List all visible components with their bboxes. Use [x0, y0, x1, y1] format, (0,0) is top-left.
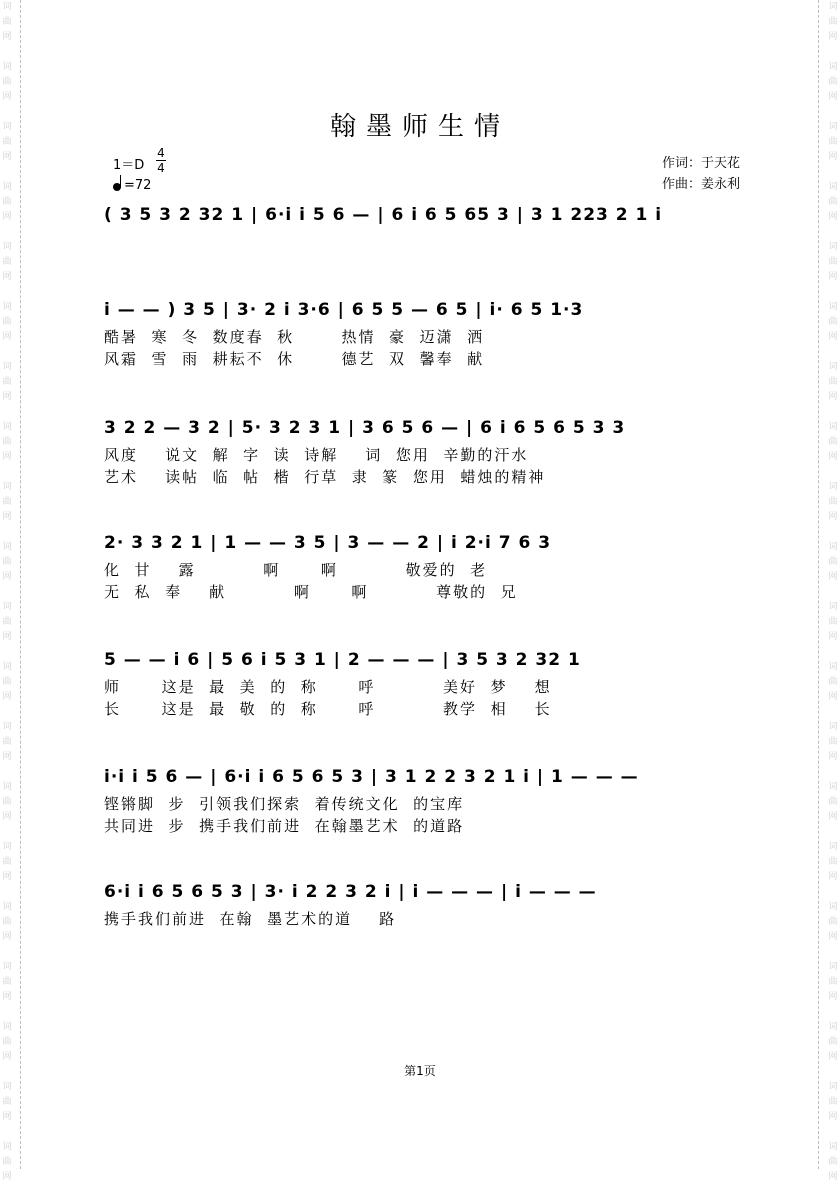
- lyric-line-4-verse-2: 无 私 奉 献 啊 啊 尊敬的 兄: [104, 583, 518, 601]
- tempo-value: =72: [124, 178, 152, 193]
- watermark-text: 词 曲 网: [828, 722, 838, 762]
- lyric-line-5-verse-1: 师 这是 最 美 的 称 呼 美好 梦 想: [104, 678, 552, 696]
- watermark-text: 词 曲 网: [2, 1082, 12, 1122]
- watermark-text: 词 曲 网: [2, 542, 12, 582]
- watermark-text: 词 曲 网: [828, 482, 838, 522]
- watermark-text: 词 曲 网: [828, 182, 838, 222]
- watermark-text: 词 曲 网: [828, 422, 838, 462]
- watermark-text: 词 曲 网: [2, 482, 12, 522]
- lyric-line-5-verse-2: 长 这是 最 敬 的 称 呼 教学 相 长: [104, 700, 552, 718]
- right-watermark-column: [826, 0, 840, 1182]
- watermark-text: 词 曲 网: [2, 122, 12, 162]
- watermark-text: 词 曲 网: [828, 902, 838, 942]
- lyricist-credit: 作词：于天花: [662, 156, 741, 171]
- notes-line-4: 2· 3 3 2 1 | 1 — — 3 5 | 3 — — 2 | i 2·i 7 6 3: [104, 533, 552, 553]
- notes-line-3: 3 2 2 — 3 2 | 5· 3 2 3 1 | 3 6 5 6 — | 6 i 6 5 6 5 3 3: [104, 418, 626, 438]
- lyric-line-2-verse-1: 酷暑 寒 冬 数度春 秋 热情 豪 迈潇 洒: [104, 328, 485, 346]
- watermark-text: 词 曲 网: [828, 842, 838, 882]
- watermark-text: 词 曲 网: [2, 62, 12, 102]
- watermark-text: 词 曲 网: [2, 2, 12, 42]
- notes-line-7: 6·i i 6 5 6 5 3 | 3· i 2 2 3 2 i | i — — — | i — — —: [104, 882, 597, 902]
- watermark-text: 词 曲 网: [828, 242, 838, 282]
- left-watermark-column: [0, 0, 14, 1182]
- lyric-line-3-verse-2: 艺术 读帖 临 帖 楷 行草 隶 篆 您用 蜡烛的精神: [104, 468, 546, 486]
- watermark-text: 词 曲 网: [2, 302, 12, 342]
- watermark-text: 词 曲 网: [2, 662, 12, 702]
- watermark-text: 词 曲 网: [2, 962, 12, 1002]
- lyric-line-2-verse-2: 风霜 雪 雨 耕耘不 休 德艺 双 馨奉 献: [104, 350, 485, 368]
- watermark-text: 词 曲 网: [828, 62, 838, 102]
- watermark-text: 词 曲 网: [2, 1142, 12, 1182]
- watermark-text: 词 曲 网: [828, 1022, 838, 1062]
- watermark-text: 词 曲 网: [2, 182, 12, 222]
- page-number: 第1页: [404, 1064, 436, 1078]
- watermark-text: 词 曲 网: [828, 962, 838, 1002]
- watermark-text: 词 曲 网: [2, 602, 12, 642]
- watermark-text: 词 曲 网: [828, 362, 838, 402]
- lyric-line-4-verse-1: 化 甘 露 啊 啊 敬爱的 老: [104, 561, 488, 579]
- watermark-text: 词 曲 网: [2, 242, 12, 282]
- time-signature: [156, 146, 166, 175]
- right-border-rule: [818, 0, 819, 1169]
- watermark-text: 词 曲 网: [2, 782, 12, 822]
- lyric-line-6-verse-1: 铿锵脚 步 引领我们探索 着传统文化 的宝库: [104, 795, 465, 813]
- key-signature: 1＝D: [113, 158, 145, 173]
- quarter-note-icon: [113, 183, 121, 191]
- watermark-text: 词 曲 网: [828, 302, 838, 342]
- watermark-text: 词 曲 网: [2, 422, 12, 462]
- lyric-line-3-verse-1: 风度 说文 解 字 读 诗解 词 您用 辛勤的汗水: [104, 446, 529, 464]
- notes-line-1: ( 3 5 3 2 32 1 | 6·i i 5 6 — | 6 i 6 5 65 3 | 3 1 223 2 1 i: [104, 205, 663, 225]
- composer-credit: 作曲：姜永利: [662, 177, 741, 192]
- watermark-text: 词 曲 网: [828, 602, 838, 642]
- watermark-text: 词 曲 网: [2, 722, 12, 762]
- time-signature-bottom: 4: [157, 161, 165, 175]
- watermark-text: 词 曲 网: [2, 362, 12, 402]
- notes-line-6: i·i i 5 6 — | 6·i i 6 5 6 5 3 | 3 1 2 2 3 2 1 i | 1 — — —: [104, 767, 639, 787]
- tempo-marking: [113, 178, 151, 193]
- watermark-text: 词 曲 网: [828, 1142, 838, 1182]
- lyric-line-6-verse-2: 共同进 步 携手我们前进 在翰墨艺术 的道路: [104, 817, 465, 835]
- watermark-text: 词 曲 网: [828, 662, 838, 702]
- lyric-line-7-verse-1: 携手我们前进 在翰 墨艺术的道 路: [104, 910, 397, 928]
- time-signature-top: 4: [157, 146, 165, 160]
- watermark-text: 词 曲 网: [2, 1022, 12, 1062]
- watermark-text: 词 曲 网: [2, 902, 12, 942]
- watermark-text: 词 曲 网: [828, 1082, 838, 1122]
- watermark-text: 词 曲 网: [828, 2, 838, 42]
- left-border-rule: [20, 0, 21, 1169]
- notes-line-2: i — — ) 3 5 | 3· 2 i 3·6 | 6 5 5 — 6 5 | i· 6 5 1·3: [104, 300, 584, 320]
- notes-line-5: 5 — — i 6 | 5 6 i 5 3 1 | 2 — — — | 3 5 3 2 32 1: [104, 650, 581, 670]
- song-title: 翰墨师生情: [329, 112, 510, 142]
- watermark-text: 词 曲 网: [828, 542, 838, 582]
- watermark-text: 词 曲 网: [828, 122, 838, 162]
- watermark-text: 词 曲 网: [828, 782, 838, 822]
- watermark-text: 词 曲 网: [2, 842, 12, 882]
